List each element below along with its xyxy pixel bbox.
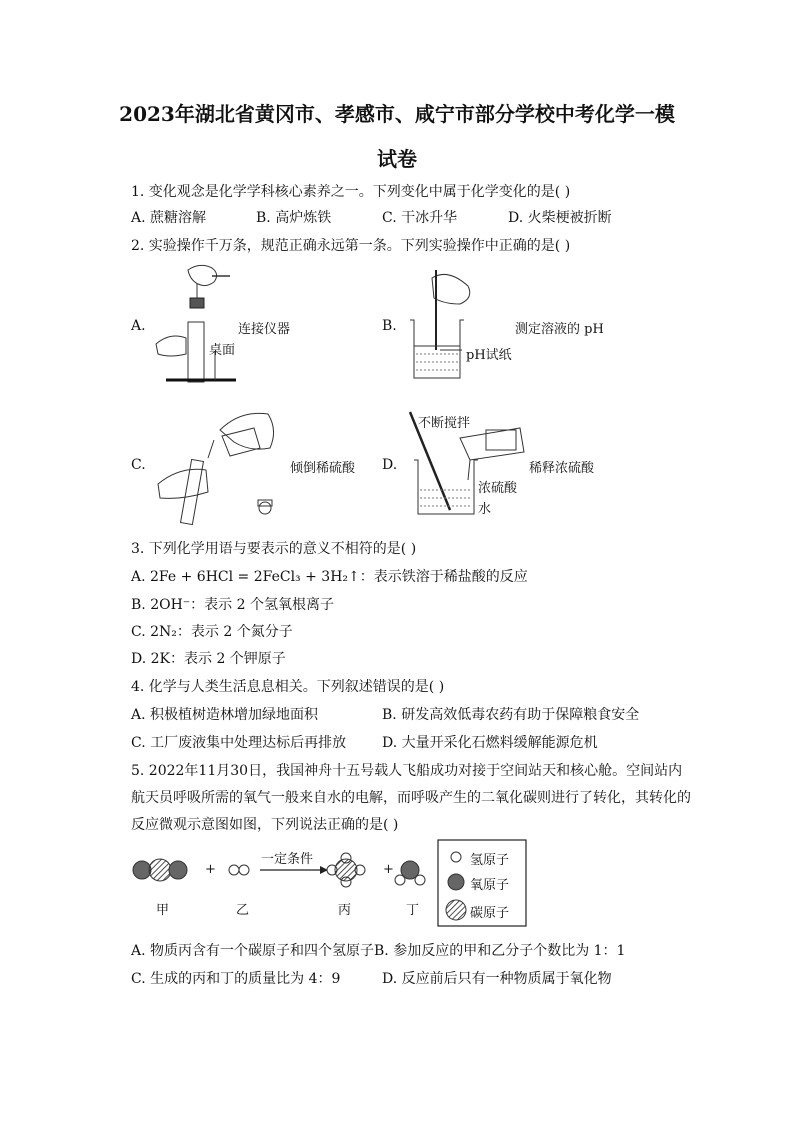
q3-option-d[interactable]: D. 2K：表示 2 个钾原子 (131, 651, 286, 667)
q5-line2: 航天员呼吸所需的氧气一般来自水的电解，而呼吸产生的二氧化碳则进行了转化，其转化的 (131, 790, 691, 806)
q4-option-c[interactable]: C. 工厂废液集中处理达标后再排放 (131, 735, 347, 751)
legend-hydrogen-atom (451, 852, 461, 862)
ph-paper-label: pH试纸 (466, 348, 512, 363)
ph-test-illustration (400, 268, 510, 383)
q4-option-d[interactable]: D. 大量开采化石燃料缓解能源危机 (382, 735, 598, 751)
legend-carbon-label: 碳原子 (470, 906, 510, 921)
q2-b-caption: 测定溶液的 pH (515, 322, 604, 337)
carbon-atom (149, 859, 171, 881)
name-jia: 甲 (156, 903, 170, 918)
q2-option-c[interactable]: C. (131, 457, 146, 473)
q5-line1: 5. 2022年11月30日，我国神舟十五号载人飞船成功对接于空间站天和核心舱。空间站内 (131, 763, 683, 779)
stir-label: 不断搅拌 (418, 416, 471, 431)
q5-option-d[interactable]: D. 反应前后只有一种物质属于氧化物 (382, 971, 612, 987)
oxygen-atom (133, 861, 151, 879)
oxygen-atom (169, 861, 187, 879)
water-label: 水 (478, 502, 492, 517)
q5-option-a[interactable]: A. 物质丙含有一个碳原子和四个氢原子 (131, 943, 375, 959)
table-label: 桌面 (209, 343, 236, 358)
reaction-condition: 一定条件 (261, 852, 314, 867)
q2-option-a[interactable]: A. (131, 318, 146, 334)
q2-d-caption: 稀释浓硫酸 (529, 461, 595, 476)
plus-sign-1: + (205, 862, 216, 877)
q3-option-c[interactable]: C. 2N₂：表示 2 个氮分子 (131, 624, 293, 640)
connect-apparatus-illustration (150, 262, 240, 387)
name-yi: 乙 (236, 903, 250, 918)
q5-line3: 反应微观示意图如图，下列说法正确的是( ) (131, 817, 399, 833)
q1-stem: 1. 变化观念是化学学科核心素养之一。下列变化中属于化学变化的是( ) (131, 184, 571, 200)
q2-stem: 2. 实验操作千万条，规范正确永远第一条。下列实验操作中正确的是( ) (131, 238, 571, 254)
plus-sign-2: + (383, 862, 394, 877)
pour-acid-illustration (150, 400, 290, 530)
exam-title-line1: 2023年湖北省黄冈市、孝感市、咸宁市部分学校中考化学一模 (119, 102, 675, 126)
hydrogen-atom (229, 865, 239, 875)
hydrogen-atom (239, 865, 249, 875)
q2-c-caption: 倾倒稀硫酸 (290, 461, 356, 476)
q4-option-a[interactable]: A. 积极植树造林增加绿地面积 (131, 707, 319, 723)
conc-acid-label: 浓硫酸 (478, 481, 518, 496)
q1-option-a[interactable]: A. 蔗糖溶解 (131, 210, 207, 226)
hydrogen-atom (395, 875, 405, 885)
q2-a-caption: 连接仪器 (238, 322, 291, 337)
legend-carbon-atom (446, 900, 466, 920)
q3-option-b[interactable]: B. 2OH⁻：表示 2 个氢氧根离子 (131, 597, 334, 613)
name-ding: 丁 (406, 903, 420, 918)
q3-option-a[interactable]: A. 2Fe + 6HCl = 2FeCl₃ + 3H₂↑：表示铁溶于稀盐酸的反应 (131, 569, 528, 585)
carbon-atom (335, 859, 357, 881)
q2-option-d[interactable]: D. (382, 457, 398, 473)
q1-option-d[interactable]: D. 火柴梗被折断 (508, 210, 612, 226)
q2-option-b[interactable]: B. (382, 318, 397, 334)
q4-option-b[interactable]: B. 研发高效低毒农药有助于保障粮食安全 (382, 707, 640, 723)
q1-option-c[interactable]: C. 干冰升华 (382, 210, 458, 226)
q3-stem: 3. 下列化学用语与要表示的意义不相符的是( ) (131, 541, 417, 557)
legend-hydrogen-label: 氢原子 (470, 853, 510, 868)
hydrogen-atom (415, 875, 425, 885)
q5-option-c[interactable]: C. 生成的丙和丁的质量比为 4：9 (131, 971, 341, 987)
legend-oxygen-label: 氧原子 (470, 878, 510, 893)
q4-stem: 4. 化学与人类生活息息相关。下列叙述错误的是( ) (131, 679, 445, 695)
q5-option-b[interactable]: B. 参加反应的甲和乙分子个数比为 1：1 (374, 943, 626, 959)
legend-oxygen-atom (448, 874, 464, 890)
name-bing: 丙 (338, 903, 352, 918)
exam-title-line2: 试卷 (377, 147, 417, 171)
q1-option-b[interactable]: B. 高炉炼铁 (256, 210, 332, 226)
